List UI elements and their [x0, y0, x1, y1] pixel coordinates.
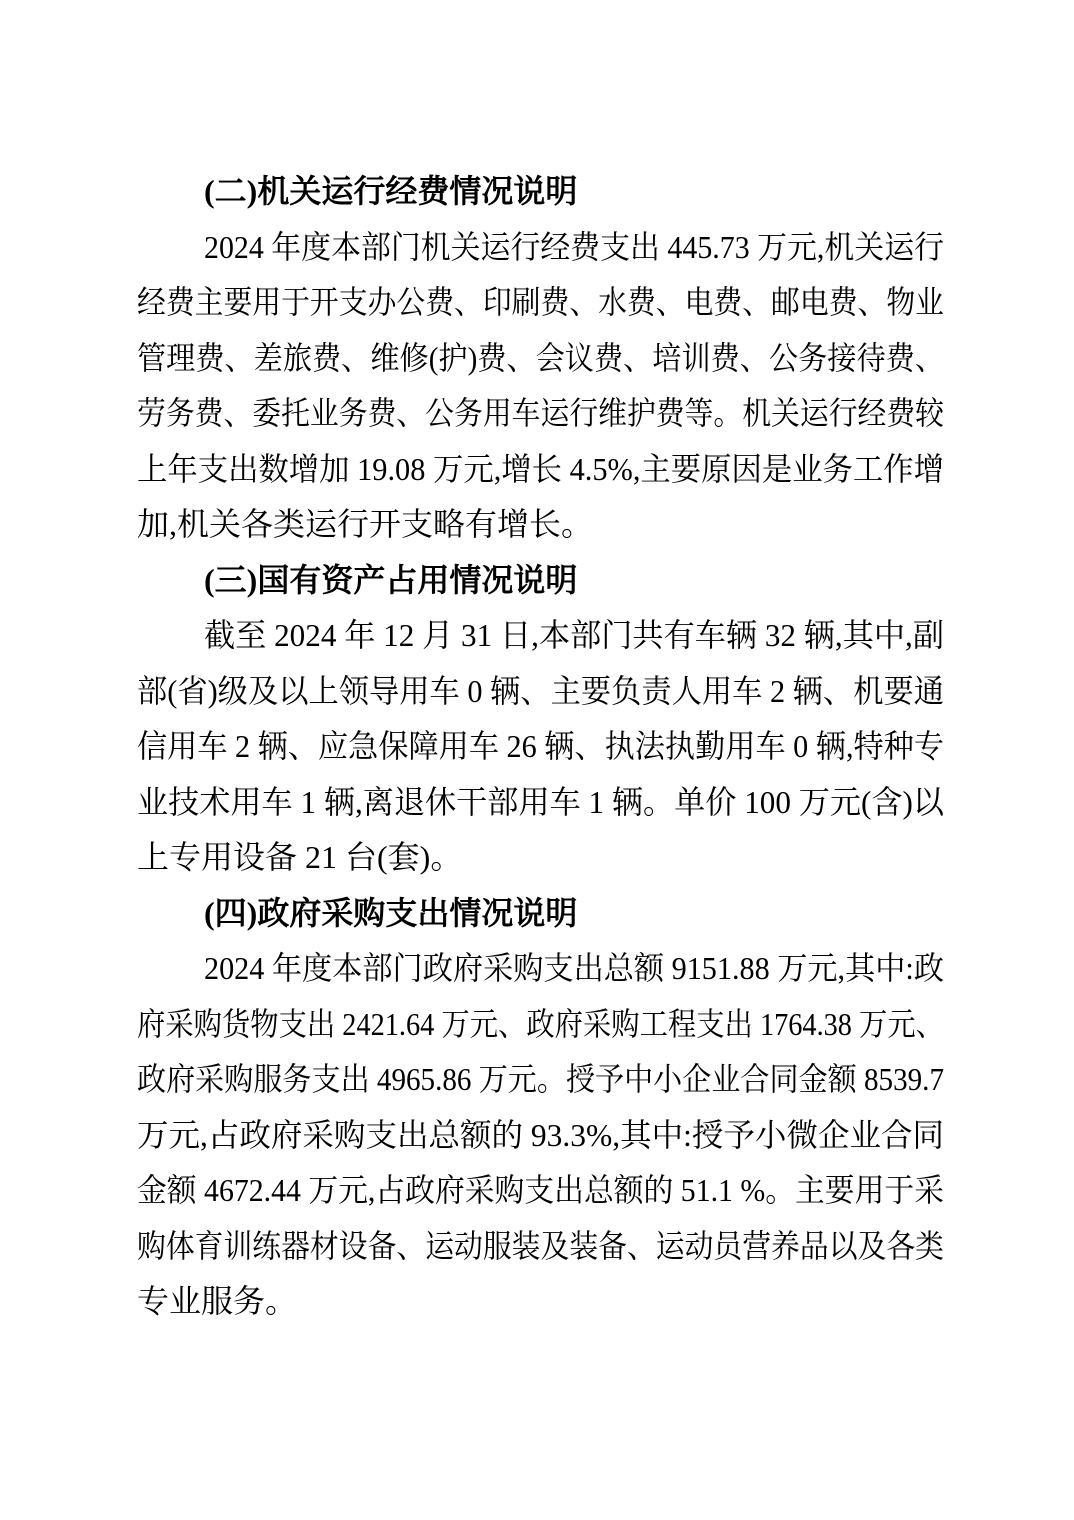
section-heading: (二)机关运行经费情况说明: [204, 173, 578, 209]
paragraph-line: 加,机关各类运行开支略有增长。: [137, 506, 594, 542]
paragraph-line: 购体育训练器材设备、运动服装及装备、运动员营养品以及各类: [137, 1227, 944, 1264]
paragraph-line: 管理费、差旅费、维修(护)费、会议费、培训费、公务接待费、: [137, 339, 944, 376]
paragraph-line: 上专用设备 21 台(套)。: [137, 839, 463, 875]
paragraph-line: 府采购货物支出 2421.64 万元、政府采购工程支出 1764.38 万元、: [137, 1005, 944, 1042]
section-heading: (三)国有资产占用情况说明: [204, 561, 578, 598]
paragraph-line: 上年支出数增加 19.08 万元,增长 4.5%,主要原因是业务工作增: [137, 450, 944, 487]
paragraph-line: 业技术用车 1 辆,离退休干部用车 1 辆。单价 100 万元(含)以: [137, 783, 944, 820]
paragraph-line: 2024 年度本部门机关运行经费支出 445.73 万元,机关运行: [204, 228, 944, 265]
paragraph-line: 截至 2024 年 12 月 31 日,本部门共有车辆 32 辆,其中,副: [204, 617, 944, 653]
paragraph-line: 政府采购服务支出 4965.86 万元。授予中小企业合同金额 8539.7: [137, 1061, 944, 1097]
paragraph-line: 专业服务。: [137, 1283, 298, 1319]
section-heading: (四)政府采购支出情况说明: [204, 894, 578, 931]
paragraph-line: 金额 4672.44 万元,占政府采购支出总额的 51.1 %。主要用于采: [137, 1172, 944, 1208]
paragraph-line: 部(省)级及以上领导用车 0 辆、主要负责人用车 2 辆、机要通: [137, 672, 944, 709]
paragraph-line: 2024 年度本部门政府采购支出总额 9151.88 万元,其中:政: [204, 950, 944, 986]
paragraph-line: 劳务费、委托业务费、公务用车运行维护费等。机关运行经费较: [137, 395, 944, 431]
paragraph-line: 信用车 2 辆、应急保障用车 26 辆、执法执勤用车 0 辆,特种专: [137, 728, 944, 764]
paragraph-line: 经费主要用于开支办公费、印刷费、水费、电费、邮电费、物业: [137, 284, 944, 320]
document-content: [137, 164, 944, 1330]
paragraph-line: 万元,占政府采购支出总额的 93.3%,其中:授予小微企业合同: [137, 1116, 944, 1153]
